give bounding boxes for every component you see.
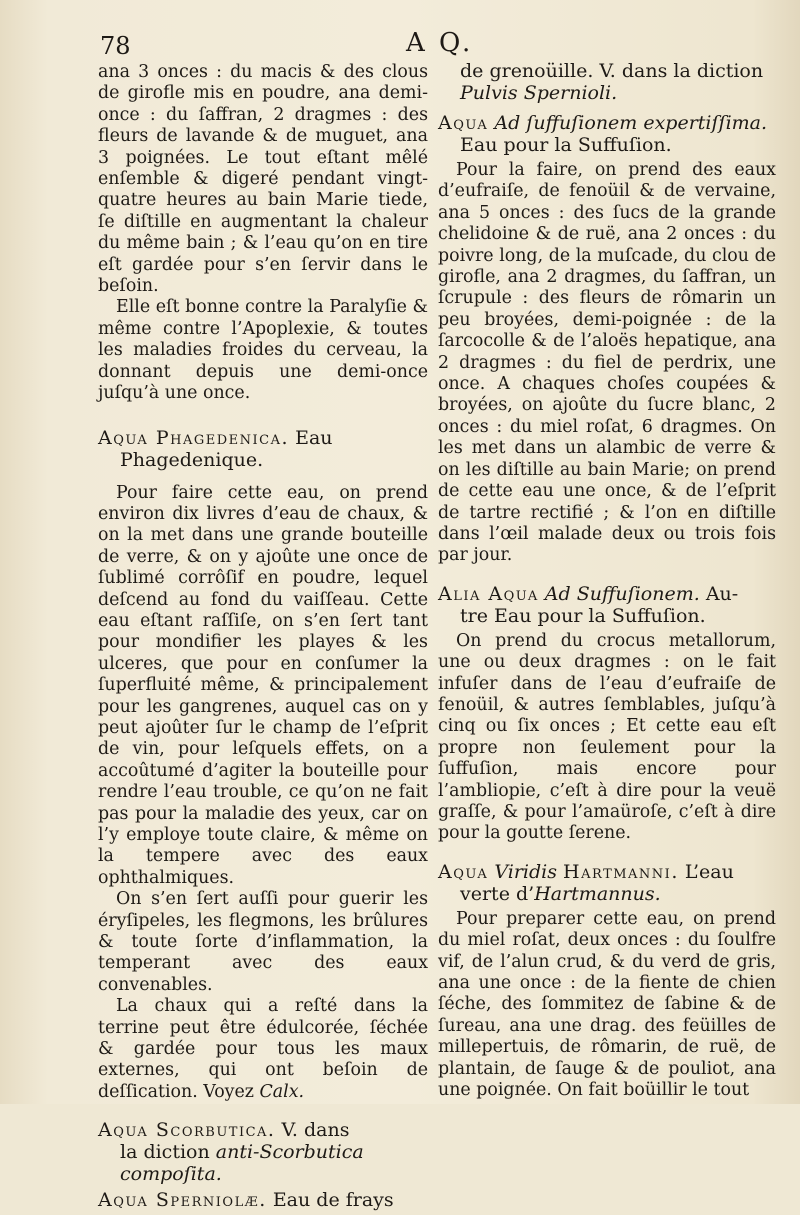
entry-title: Aqua Scorbutica. (98, 1119, 276, 1142)
paragraph-text: La chaux qui a reſté dans la terrine peut être édulcorée, ſéchée & gardée pour tous les maux externes, qui ont beſoin de deſſication. Voyez (98, 996, 428, 1102)
entry-heading-sperniolae (98, 1189, 428, 1211)
cross-reference: anti-Scorbutica compoſita. (120, 1141, 364, 1186)
entry-subtitle: la diction (120, 1141, 210, 1164)
entry-heading-scorbutica (98, 1119, 428, 1185)
entry-heading-alia (438, 583, 776, 627)
entry-subtitle: Eau pour la Suffuſion. (460, 134, 672, 156)
cross-reference: Pulvis Spernioli. (460, 82, 618, 104)
entry-subtitle: Phagedenique. (120, 448, 264, 471)
left-column (98, 62, 428, 1215)
entry-heading-suffusionem (438, 112, 776, 156)
entry-title: Aqua Sperniolæ. (98, 1189, 267, 1212)
paragraph: On prend du crocus metallorum, une ou deux dragmes : on le fait infuſer dans de l’eau d’eufraiſe de fenoüil, & autres ſemblables, juſqu’à cinq ou ſix onces ; Et cette eau eſt propre non ſeulement pour la ſuffuſion, mais encore pour l’ambliopie, c’eſt à dire pour la veuë graſſe, & pour l’amaüroſe, c’eſt à dire pour la goutte ſerene. (438, 630, 776, 844)
paragraph: Elle eſt bonne contre la Paralyſie & même contre l’Apoplexie, & toutes les maladies froides du cerveau, la donnant depuis une demi-once juſqu’à une once. (98, 297, 428, 404)
entry-title-rest: L’eau (684, 860, 734, 883)
right-column (438, 60, 776, 1101)
entry-subtitle-name: Hartmannus. (534, 882, 661, 905)
entry-heading-phagedenica (98, 427, 428, 471)
entry-latin-title: Viridis (494, 860, 557, 883)
entry-title-rest: Eau de frays (272, 1189, 394, 1212)
entry-latin-title: Ad ſuffuſionem expertiſſima. (494, 112, 768, 134)
entry-title: Aqua (438, 860, 489, 883)
paragraph: Pour preparer cette eau, on prend du miel roſat, deux onces : du ſoulfre vif, de l’alun crud, & du verd de gris, ana une once : de la fiente de chien ſéche, des ſommitez de ſabine & de ſureau, ana une drag. des feüilles de millepertuis, de rômarin, de ruë, de plantain, de ſauge & de pouliot, ana une poignée. On fait boüillir le tout (438, 908, 776, 1101)
entry-title: Aqua Phagedenica. (98, 426, 290, 449)
paragraph: On s’en ſert auſſi pour guerir les éryſipeles, les flegmons, les brûlures & toute ſorte d’inflammation, la temperant avec des eaux convenables. (98, 889, 428, 995)
entry-author-name: Hartmanni. (563, 860, 679, 883)
running-title: A Q. (406, 28, 474, 58)
page-number: 78 (100, 32, 131, 60)
paragraph: Pour la faire, on prend des eaux d’eufraiſe, de fenoüil & de vervaine, ana 5 onces : des ſucs de la grande chelidoine & de ruë, ana 2 onces : du poivre long, de la muſcade, du clou de girofle, ana 2 dragmes, du ſaffran, un ſcrupule : des fleurs de rômarin un peu broyées, demi-poignée : de la ſarcocolle & de l’aloës hepatique, ana 2 dragmes : du fiel de perdrix, une once. A chaques choſes coupées & broyées, on ajoûte du ſucre blanc, 2 onces : du miel roſat, 6 dragmes. On les met dans un alambic de verre & on les diſtille au bain Marie; on prend de cette eau une once, & de l’eſprit de tartre rectifié ; & l’on en diſtille dans l’œil malade deux ou trois fois par jour. (438, 160, 776, 566)
entry-title-rest: Au- (705, 582, 739, 605)
paragraph: ana 3 onces : du macis & des clous de girofle mis en poudre, ana demi-once : du ſaffran, 2 dragmes : des fleurs de lavande & de muguet, ana 3 poignées. Le tout eſtant mêlé enſemble & digeré pendant vingt-quatre heures au bain Marie tiede, ſe diſtille en augmentant la chaleur du même bain ; & l’eau qu’on en tire eſt gardée pour s’en ſervir dans le beſoin. (98, 62, 428, 297)
entry-title: Alia Aqua (438, 582, 539, 605)
entry-title-rest: Eau (295, 426, 333, 449)
entry-heading-viridis (438, 861, 776, 905)
entry-continuation (438, 60, 776, 104)
paragraph: Pour faire cette eau, on prend environ dix livres d’eau de chaux, & on la met dans une grande bouteille de verre, & on y ajoûte une once de ſublimé corrôſif en poudre, lequel deſcend au fond du vaiſſeau. Cette eau eſtant raſſiſe, on s’en ſert tant pour mondifier les playes & les ulceres, que pour en conſumer la ſuperfluité même, & principalement pour les gangrenes, auquel cas on y peut ajoûter ſur le champ de l’eſprit de vin, pour leſquels effets, on a accoûtumé d’agiter la bouteille pour rendre l’eau trouble, ce qu’on ne fait pas pour la maladie des yeux, car on l’y employe toute claire, & même on la tempere avec des eaux ophthalmiques. (98, 482, 428, 888)
entry-latin-title: Ad Suffuſionem. (544, 582, 700, 605)
cross-reference: Calx. (259, 1081, 305, 1102)
entry-title-rest: V. dans (281, 1119, 350, 1142)
paragraph (98, 996, 428, 1103)
entry-title: Aqua (438, 112, 489, 134)
continuation-text: de grenoüille. V. dans la diction (460, 60, 764, 82)
entry-subtitle: verte d’ (460, 882, 535, 905)
entry-subtitle: tre Eau pour la Suffuſion. (460, 604, 706, 627)
page-header (96, 28, 786, 62)
